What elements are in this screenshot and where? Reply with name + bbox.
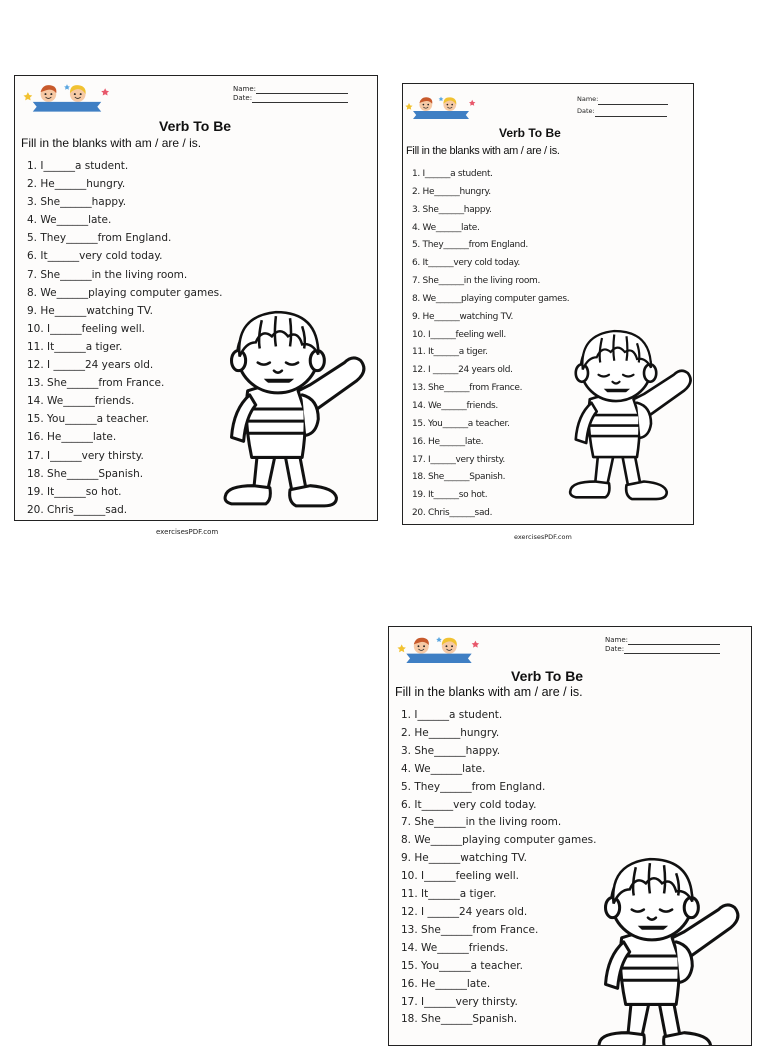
exercise-item: 11. It______a tiger. — [412, 347, 488, 358]
exercise-item: 16. He______late. — [401, 977, 491, 990]
exercise-item: 14. We______friends. — [27, 395, 135, 408]
exercise-item: 2. He______hungry. — [412, 186, 491, 197]
name-date-fields — [233, 85, 348, 103]
exercise-item: 4. We______late. — [412, 222, 480, 233]
date-field[interactable] — [624, 647, 720, 654]
name-date-fields — [605, 636, 720, 654]
exercise-item: 15. You______a teacher. — [401, 959, 523, 972]
exercise-item: 7. She______in the living room. — [401, 816, 562, 829]
exercise-item: 12. I ______24 years old. — [412, 365, 513, 376]
exercise-item: 13. She______from France. — [27, 377, 165, 390]
exercise-item: 15. You______a teacher. — [412, 418, 510, 429]
exercise-item: 4. We______late. — [401, 762, 486, 775]
exercise-list — [412, 166, 569, 523]
exercise-item: 5. They______from England. — [401, 780, 546, 793]
worksheet-title: Verb To Be — [511, 668, 584, 684]
exercise-item: 14. We______friends. — [401, 941, 509, 954]
exercise-item: 3. She______happy. — [401, 744, 501, 757]
waving-boy-icon — [203, 298, 369, 520]
waving-boy-icon — [577, 845, 743, 1046]
date-label: Date: — [605, 645, 625, 653]
exercise-item: 16. He______late. — [412, 436, 484, 447]
footer-url: exercisesPDF.com — [156, 528, 219, 536]
exercise-item: 9. He______watching TV. — [401, 852, 527, 865]
instructions: Fill in the blanks with am / are / is. — [406, 145, 560, 157]
exercise-item: 6. It______very cold today. — [27, 250, 163, 263]
exercise-item: 12. I ______24 years old. — [27, 359, 154, 372]
name-label: Name: — [233, 85, 257, 93]
exercise-item: 19. It______so hot. — [27, 485, 122, 498]
exercise-item: 6. It______very cold today. — [401, 798, 537, 811]
worksheet-a — [14, 75, 378, 521]
name-label: Name: — [577, 95, 599, 103]
exercise-item: 11. It______a tiger. — [27, 340, 123, 353]
exercise-item: 10. I______feeling well. — [27, 322, 145, 335]
exercise-item: 11. It______a tiger. — [401, 888, 497, 901]
exercise-item: 8. We______playing computer games. — [27, 286, 223, 299]
instructions: Fill in the blanks with am / are / is. — [395, 685, 583, 699]
exercise-item: 13. She______from France. — [412, 383, 523, 394]
exercises-pdf-logo-icon — [397, 631, 481, 667]
name-date-fields — [577, 93, 668, 117]
exercise-item: 12. I ______24 years old. — [401, 905, 528, 918]
waving-boy-icon — [553, 308, 693, 522]
worksheet-c — [388, 626, 752, 1046]
exercise-item: 18. She______Spanish. — [412, 472, 506, 483]
instructions: Fill in the blanks with am / are / is. — [21, 136, 202, 150]
exercise-item: 2. He______hungry. — [401, 726, 500, 739]
exercise-item: 2. He______hungry. — [27, 178, 126, 191]
exercise-list — [27, 157, 222, 519]
exercise-item: 17. I______very thirsty. — [401, 995, 518, 1008]
exercise-item: 7. She______in the living room. — [27, 268, 188, 281]
exercise-item: 17. I______very thirsty. — [27, 449, 144, 462]
exercise-item: 10. I______feeling well. — [401, 870, 519, 883]
exercise-item: 1. I______a student. — [412, 169, 493, 179]
exercise-item: 18. She______Spanish. — [27, 467, 144, 480]
exercise-item: 9. He______watching TV. — [412, 311, 514, 322]
worksheet-b — [402, 83, 694, 525]
exercises-pdf-logo-icon — [23, 82, 111, 112]
name-field[interactable] — [256, 87, 348, 94]
name-field[interactable] — [598, 98, 668, 105]
name-label: Name: — [605, 636, 629, 644]
exercise-item: 5. They______from England. — [27, 232, 172, 245]
date-label: Date: — [577, 107, 595, 115]
exercise-item: 1. I______a student. — [27, 160, 129, 172]
exercise-item: 19. It______so hot. — [412, 490, 488, 501]
exercises-pdf-logo-icon — [405, 90, 477, 124]
worksheet-title: Verb To Be — [499, 126, 561, 140]
exercise-item: 10. I______feeling well. — [412, 329, 506, 340]
exercise-item: 8. We______playing computer games. — [412, 293, 570, 304]
exercise-item: 3. She______happy. — [27, 196, 127, 209]
exercise-item: 16. He______late. — [27, 431, 117, 444]
date-field[interactable] — [595, 110, 667, 117]
exercise-item: 4. We______late. — [27, 214, 112, 227]
exercise-item: 3. She______happy. — [412, 204, 492, 215]
exercise-item: 6. It______very cold today. — [412, 258, 520, 269]
footer-url: exercisesPDF.com — [514, 533, 572, 541]
exercise-item: 13. She______from France. — [401, 923, 539, 936]
exercise-item: 1. I______a student. — [401, 709, 503, 721]
exercise-item: 9. He______watching TV. — [27, 304, 153, 317]
exercise-item: 17. I______very thirsty. — [412, 454, 505, 465]
exercise-item: 18. She______Spanish. — [401, 1013, 518, 1026]
name-field[interactable] — [628, 638, 720, 645]
date-field[interactable] — [252, 96, 348, 103]
exercise-list — [401, 707, 596, 1029]
exercise-item: 7. She______in the living room. — [412, 276, 541, 287]
exercise-item: 20. Chris______sad. — [412, 508, 493, 519]
exercise-item: 15. You______a teacher. — [27, 413, 149, 426]
exercise-item: 8. We______playing computer games. — [401, 834, 597, 847]
exercise-item: 14. We______friends. — [412, 400, 498, 411]
worksheet-title: Verb To Be — [159, 118, 232, 134]
exercise-item: 5. They______from England. — [412, 240, 528, 251]
date-label: Date: — [233, 94, 253, 102]
exercise-item: 20. Chris______sad. — [27, 503, 128, 516]
